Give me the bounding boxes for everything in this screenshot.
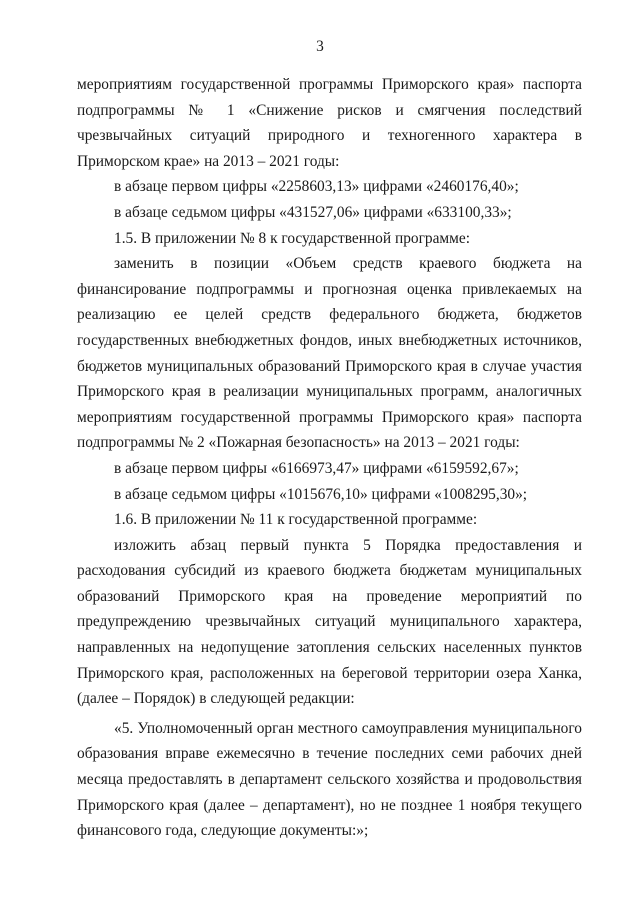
paragraph-first-abzac-2: в абзаце первом цифры «6166973,47» цифрами «6159592,67»; (114, 459, 519, 477)
paragraph-first-abzac-1: в абзаце первом цифры «2258603,13» цифрами «2460176,40»; (114, 178, 519, 196)
paragraph-replace-position: заменить в позиции «Объем средств краевого бюджета на финансирование подпрограммы и прогнозная оценка привлекаемых на реализацию ее целей средств федерального бюджета, бюджетов государственных внебюджетных фондов, иных внебюджетных источников, бюджетов муниципальных образований Приморского края в случае участия Приморского края в реализации муниципальных программ, аналогичных мероприятиям государственной программы Приморского края» паспорта подпрограммы № 2 «Пожарная безопасность» на 2013 – 2021 годы: (77, 255, 582, 452)
document-body (77, 72, 582, 844)
paragraph-item-1-6: 1.6. В приложении № 11 к государственной программе: (114, 511, 478, 529)
paragraph-passport-subprogram-1: мероприятиям государственной программы Приморского края» паспорта подпрограммы № 1 «Снижение рисков и смягчения последствий чрезвычайных ситуаций природного и техногенного характера в Приморском крае» на 2013 – 2021 годы: (77, 76, 582, 170)
paragraph-quoted-item-5: «5. Уполномоченный орган местного самоуправления муниципального образования вправе ежемесячно в течение последних семи рабочих дней месяца предоставлять в департамент сельского хозяйства и продовольствия Приморского края (далее – департамент), но не позднее 1 ноября текущего финансового года, следующие документы:»; (77, 719, 582, 840)
paragraph-item-1-5: 1.5. В приложении № 8 к государственной программе: (114, 229, 471, 247)
paragraph-seventh-abzac-1: в абзаце седьмом цифры «431527,06» цифрами «633100,33»; (114, 203, 512, 221)
page-number: 3 (316, 38, 324, 55)
paragraph-seventh-abzac-2: в абзаце седьмом цифры «1015676,10» цифрами «1008295,30»; (114, 485, 528, 503)
paragraph-state-abzac: изложить абзац первый пункта 5 Порядка предоставления и расходования субсидий из краевого бюджета бюджетам муниципальных образований Приморского края на проведение мероприятий по предупреждению чрезвычайных ситуаций муниципального характера, направленных на недопущение затопления сельских населенных пунктов Приморского края, расположенных на береговой территории озера Ханка, (далее – Порядок) в следующей редакции: (77, 536, 582, 708)
